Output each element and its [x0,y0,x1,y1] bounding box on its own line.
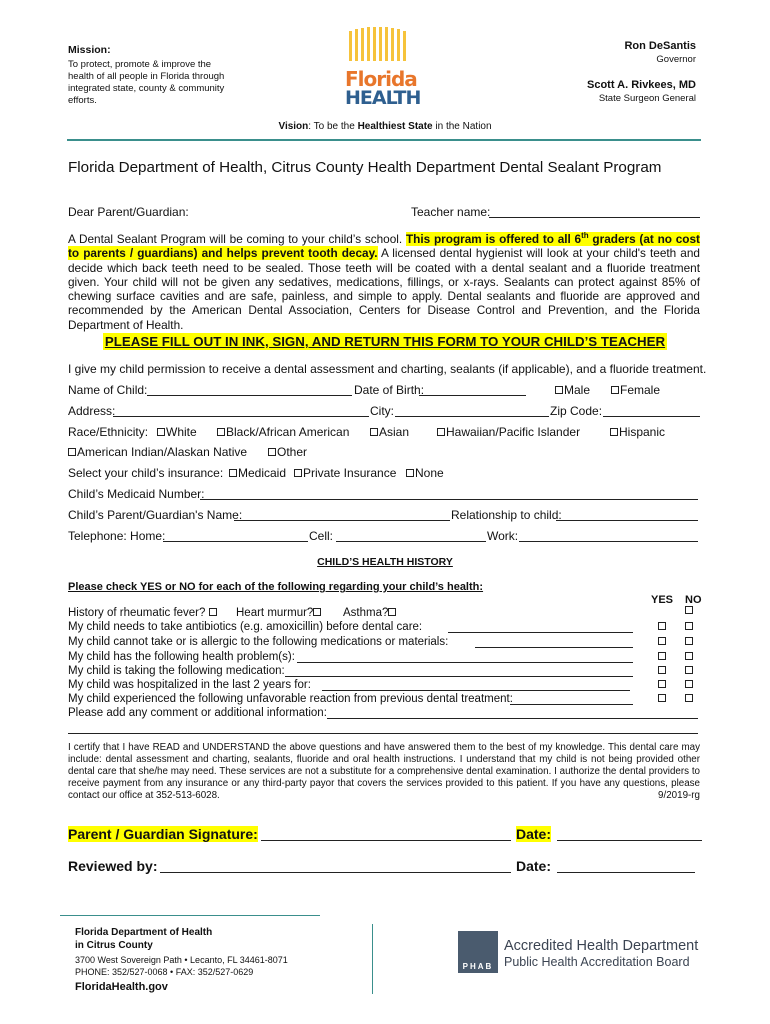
no-checkbox-6[interactable] [685,694,693,702]
yes-checkbox-2[interactable] [658,637,666,645]
reviewed-date-label: Date: [516,858,552,874]
race-black-label: Black/African American [226,425,350,439]
none-checkbox[interactable] [406,469,414,477]
american-indian-checkbox[interactable] [68,448,76,456]
history-item-medication: My child is taking the following medication: [68,665,285,677]
race-option-american-indian[interactable] [68,445,247,459]
heart-murmur-question [236,607,322,620]
reviewed-by-label: Reviewed by: [68,858,158,874]
mission-title: Mission [68,44,108,56]
revision-code: 9/2019-rg [658,790,700,801]
cell-label: Cell: [309,529,334,543]
no-header: NO [685,594,702,606]
race-option-hawaiian[interactable] [437,425,580,439]
footer-org-block [75,926,288,994]
highlight-text-b: graders (at no cost to parents / guardians) and helps prevent tooth decay. [68,231,700,261]
dob-label: Date of Birth: [354,383,425,397]
race-option-hispanic[interactable] [610,425,665,439]
surgeon-name: Scott A. Rivkees, MD [586,79,696,91]
phab-emblem-text: PHAB [462,962,494,971]
city-field[interactable] [395,416,549,417]
parent-signature-label [68,826,258,842]
header-rule [67,139,701,141]
female-label: Female [620,383,661,397]
history-item-reaction: My child experienced the following unfavorable reaction from previous dental treatment: [68,693,513,705]
race-hawaiian-label: Hawaiian/Pacific Islander [446,425,581,439]
no-checkbox-2[interactable] [685,637,693,645]
yes-checkbox-5[interactable] [658,680,666,688]
page-title: Florida Department of Health, Citrus County Health Department Dental Sealant Program [68,159,662,176]
reviewed-by-field[interactable] [160,872,511,873]
footer-address: 3700 West Sovereign Path • Lecanto, FL 34461-8071 [75,955,288,965]
rheumatic-checkbox[interactable] [209,608,217,616]
cell-field[interactable] [336,541,486,542]
medicaid-number-label: Child’s Medicaid Number: [68,487,205,501]
relationship-field[interactable] [556,520,698,521]
other-checkbox[interactable] [268,448,276,456]
footer-org-county: in Citrus County [75,940,153,951]
vision-label: Vision [278,121,309,132]
yes-checkbox-3[interactable] [658,652,666,660]
permission-statement: I give my child permission to receive a dental assessment and charting, sealants (if applicable), and a fluoride treatment. [68,362,707,376]
phab-subtitle: Public Health Accreditation Board [504,955,690,969]
race-american-indian-label: American Indian/Alaskan Native [77,445,248,459]
private-insurance-label: Private Insurance [303,466,397,480]
race-other-label: Other [277,445,308,459]
florida-health-logo [343,27,423,111]
history-item-antibiotics: My child needs to take antibiotics (e.g. amoxicillin) before dental care: [68,621,423,633]
telephone-home-label: Telephone: Home: [68,529,166,543]
highlight-sup: th [581,231,589,240]
phab-emblem [458,931,498,973]
race-label: Race/Ethnicity: [68,425,149,439]
governor-name: Ron DeSantis [624,40,696,52]
instructions-banner [0,333,770,351]
hospitalized-field[interactable] [322,690,630,691]
history-item-allergies: My child cannot take or is allergic to the following medications or materials: [68,636,449,648]
teacher-name-label: Teacher name: [411,205,491,219]
banner-text: PLEASE FILL OUT IN INK, SIGN, AND RETURN THIS FORM TO YOUR CHILD’S TEACHER [104,334,666,349]
hawaiian-checkbox[interactable] [437,428,445,436]
no-checkbox-5[interactable] [685,680,693,688]
work-field[interactable] [519,541,698,542]
asthma-label: Asthma? [343,607,389,619]
parent-signature-text: Parent / Guardian Signature: [68,826,258,842]
comment-field-line-2[interactable] [68,733,698,734]
black-checkbox[interactable] [217,428,225,436]
history-instruction: Please check YES or NO for each of the following regarding your child’s health: [68,581,484,593]
comment-label: Please add any comment or additional information: [68,707,327,719]
vision-text-pre: : To be the [308,121,358,132]
mission-text: To protect, promote & improve the health of all people in Florida through integrated state, county & community efforts. [68,59,225,106]
footer-vertical-rule [372,924,373,994]
certification-text: I certify that I have READ and UNDERSTAND the above questions and have answered them to the best of my knowledge. This dental care may include: dental assessment and charting, sealants, fluoride and oral health instructions. I understand that my child is not being provided other dental care that she/he may need. These services are not a substitute for a comprehensive dental examination. I authorize the dental providers to receive payment from any insurance or any third-party payor that covers the services provided to this patient. If you have any questions, please contact our office at 352-513-6028. [68,742,700,801]
intro-text: A Dental Sealant Program will be coming to your child’s school. [68,231,406,246]
zip-label: Zip Code: [550,404,603,418]
yes-checkbox-4[interactable] [658,666,666,674]
footer-phone: PHONE: 352/527-0068 • FAX: 352/527-0629 [75,967,254,977]
address-label: Address: [68,404,116,418]
vision-line [0,121,770,132]
rheumatic-label: History of rheumatic fever? [68,607,206,619]
race-option-black[interactable] [217,425,349,439]
footer-org-name: Florida Department of Health [75,927,213,938]
salutation: Dear Parent/Guardian: [68,205,189,219]
history-item-health-problems: My child has the following health problem(s): [68,651,295,663]
asian-checkbox[interactable] [370,428,378,436]
antibiotics-field[interactable] [448,632,633,633]
comment-field[interactable] [327,718,698,719]
asthma-checkbox[interactable] [388,608,396,616]
address-field[interactable] [113,416,369,417]
zip-field[interactable] [603,416,700,417]
race-asian-label: Asian [379,425,410,439]
medication-field[interactable] [285,676,633,677]
female-checkbox[interactable] [611,386,619,394]
allergies-field[interactable] [475,647,633,648]
murmur-checkbox[interactable] [313,608,321,616]
male-option[interactable] [555,383,590,397]
guardian-name-label: Child’s Parent/Guardian's Name: [68,508,243,522]
none-label: None [415,466,444,480]
signature-date-field[interactable] [557,840,702,841]
race-white-label: White [166,425,197,439]
health-history-heading: CHILD’S HEALTH HISTORY [317,556,453,568]
phab-title: Accredited Health Department [504,938,699,954]
race-option-other[interactable] [268,445,307,459]
white-checkbox[interactable] [157,428,165,436]
private-insurance-checkbox[interactable] [294,469,302,477]
health-problems-field[interactable] [297,662,633,663]
hispanic-checkbox[interactable] [610,428,618,436]
male-label: Male [564,383,591,397]
work-label: Work: [487,529,519,543]
yes-header: YES [651,594,674,606]
history-item-hospitalized: My child was hospitalized in the last 2 years for: [68,679,311,691]
relationship-label: Relationship to child: [451,508,562,522]
mission-block: Mission: To protect, promote & improve the health of all people in Florida through integrated state, county & community efforts. [68,44,238,107]
no-checkbox-3[interactable] [685,652,693,660]
city-label: City: [370,404,394,418]
dob-field[interactable] [419,395,526,396]
child-name-label: Name of Child: [68,383,148,397]
medicaid-checkbox[interactable] [229,469,237,477]
race-hispanic-label: Hispanic [619,425,666,439]
male-checkbox[interactable] [555,386,563,394]
signature-date-label [516,826,551,842]
yes-checkbox-1[interactable] [658,622,666,630]
logo-florida-text: Florida [345,67,417,91]
vision-text-bold: Healthiest State [357,121,433,132]
reviewed-date-field[interactable] [557,872,695,873]
footer-top-rule [60,915,320,916]
medicaid-label: Medicaid [238,466,287,480]
medicaid-number-field[interactable] [200,499,698,500]
insurance-option-private[interactable] [294,466,396,480]
surgeon-block [587,79,696,105]
child-name-field[interactable] [147,395,352,396]
yes-checkbox-6[interactable] [658,694,666,702]
insurance-option-none[interactable] [406,466,444,480]
footer-website[interactable]: FloridaHealth.gov [75,981,168,993]
governor-block [624,40,696,66]
governor-title: Governor [656,54,696,65]
no-checkbox-0[interactable] [685,606,693,614]
no-checkbox-1[interactable] [685,622,693,630]
phab-logo [458,931,698,975]
female-option[interactable] [611,383,660,397]
murmur-label: Heart murmur? [236,607,314,619]
vision-text-post: in the Nation [432,121,492,132]
highlight-text-a: This program is offered to all 6 [405,231,582,246]
telephone-home-field[interactable] [163,541,308,542]
signature-date-text: Date: [516,826,552,842]
no-checkbox-4[interactable] [685,666,693,674]
surgeon-title: State Surgeon General [598,93,696,104]
intro-paragraph [68,229,700,332]
guardian-name-field[interactable] [234,520,450,521]
race-option-asian[interactable] [370,425,409,439]
parent-signature-field[interactable] [261,840,511,841]
logo-health-text: HEALTH [345,87,421,109]
rheumatic-fever-question [68,607,218,620]
reaction-field[interactable] [510,704,633,705]
race-option-white[interactable] [157,425,197,439]
insurance-label: Select your child’s insurance: [68,466,224,480]
asthma-question [343,607,397,620]
intro-text-2: A licensed dental hygienist will look at your child's teeth and decide which back teeth need to be sealed. Those teeth will be coated with a dental sealant and a fluoride treatment given. Your child will not be given any sedatives, medications, fillings, or x-rays. Sealants can protect against 85% of chewing surface cavities and are safe, painless, and simple to apply. Dental sealants and fluoride are approved and recommended by the American Dental Association, Centers for Disease Control and Prevention, and the Florida Department of Health. [68,246,700,332]
insurance-option-medicaid[interactable] [229,466,286,480]
teacher-name-field[interactable] [489,217,700,218]
